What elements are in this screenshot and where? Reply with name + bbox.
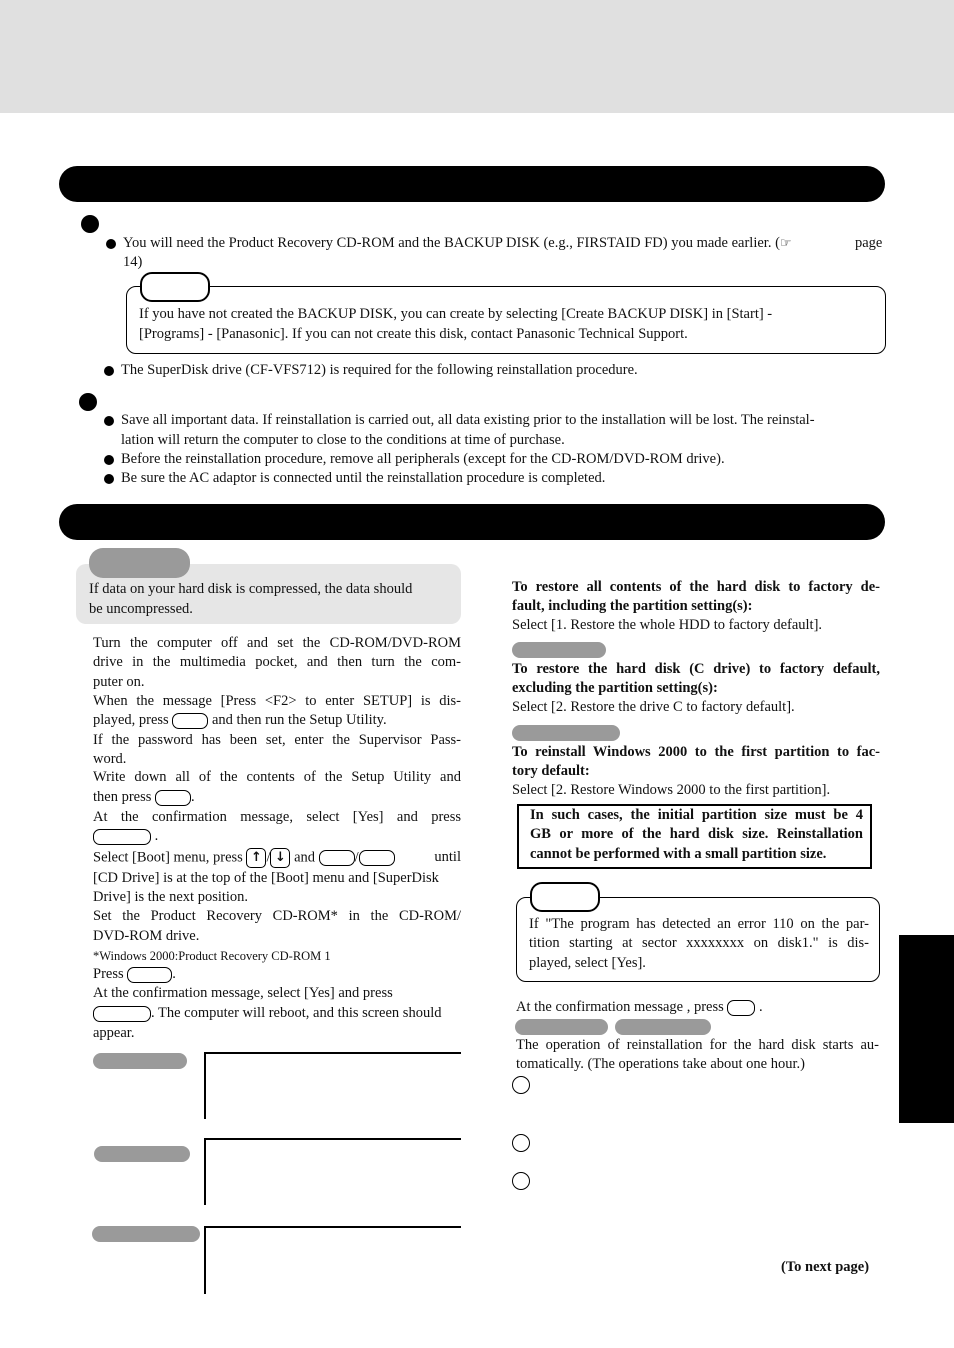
model-label-pill (94, 1146, 190, 1162)
step-circle-icon (512, 1076, 530, 1094)
prep-bullet1-line2: 14) (123, 254, 143, 270)
confirm-line (516, 998, 763, 1018)
y-key (727, 1000, 755, 1016)
step4-text: then press (93, 789, 152, 805)
step1-line3: puter on. (93, 674, 145, 690)
model-label-pill (93, 1053, 187, 1069)
step6-line2: [CD Drive] is at the top of the [Boot] menu and [SuperDisk (93, 870, 439, 886)
step-circle-icon (512, 1134, 530, 1152)
note-line2: [Programs] - [Panasonic]. If you can not create this disk, contact Panasonic Technical Support. (139, 326, 688, 342)
warning-line3: cannot be performed with a small partition size. (530, 846, 827, 862)
model-label-pill (515, 1019, 608, 1035)
option3-heading-line2: tory default: (512, 763, 590, 779)
step3-line2: word. (93, 751, 127, 767)
screen-frame-left (204, 1052, 206, 1119)
section-bar-reinstall (59, 504, 885, 540)
step-circle-icon (512, 1172, 530, 1190)
caution-tab (89, 548, 190, 578)
screen-frame-top (204, 1226, 461, 1228)
screen-frame-left (204, 1138, 206, 1205)
step3-line1: If the password has been set, enter the Supervisor Pass- (93, 732, 461, 748)
step4-line2 (93, 788, 195, 808)
note-right-line2: tition starting at sector xxxxxxxx on disk1." is dis- (529, 935, 869, 951)
until-text: until (434, 849, 461, 865)
step4-line1: Write down all of the contents of the Setup Utility and (93, 769, 461, 785)
f2-key (172, 713, 208, 729)
important-line1: Save all important data. If reinstallation is carried out, all data existing prior to the installation will be lost. The reinstal- (121, 412, 815, 428)
slash: / (354, 849, 359, 866)
note-right-line3: played, select [Yes]. (529, 955, 646, 971)
option3-select: Select [2. Restore Windows 2000 to the first partition]. (512, 782, 831, 798)
heading-bullet (79, 393, 97, 411)
step1-line2: drive in the multimedia pocket, and then turn the com- (93, 654, 461, 670)
period: . (759, 999, 763, 1015)
option2-heading-line1: To restore the hard disk (C drive) to factory default, (512, 661, 880, 677)
period: . (154, 828, 159, 844)
step6-line3: Drive] is the next position. (93, 889, 249, 905)
bullet (104, 474, 114, 484)
header-band (0, 0, 954, 113)
screen-frame-left (204, 1226, 206, 1294)
heading-bullet (81, 215, 99, 233)
step9-line2 (93, 1004, 441, 1024)
f6-key (359, 850, 395, 866)
prep-bullet2: The SuperDisk drive (CF-VFS712) is required for the following reinstallation procedure. (121, 362, 638, 378)
down-arrow-key-icon: ↓ (270, 848, 290, 868)
step9-line3: appear. (93, 1025, 135, 1041)
option3-heading-line1: To reinstall Windows 2000 to the first partition to fac- (512, 744, 880, 760)
up-arrow-key-icon: ↑ (246, 848, 266, 868)
confirm-text: At the confirmation message , press (516, 999, 724, 1015)
option-label-pill (512, 725, 620, 741)
important-line2: lation will return the computer to close to the conditions at time of purchase. (121, 432, 565, 448)
screen-frame-top (204, 1138, 461, 1140)
option2-select: Select [2. Restore the drive C to factory default]. (512, 699, 795, 715)
note-line1: If you have not created the BACKUP DISK, you can create by selecting [Create BACKUP DISK] in [Start] - (139, 306, 773, 322)
f10-key (127, 967, 172, 983)
step2-line1: When the message [Press <F2> to enter SETUP] is dis- (93, 693, 461, 709)
prep-bullet1-text: You will need the Product Recovery CD-ROM and the BACKUP DISK (e.g., FIRSTAID FD) you made earlier. ( (123, 235, 780, 251)
option1-heading-line2: fault, including the partition setting(s): (512, 598, 753, 614)
step6-line1 (93, 848, 461, 868)
bullet (106, 239, 116, 249)
important-line4: Be sure the AC adaptor is connected until the reinstallation procedure is completed. (121, 470, 606, 486)
bullet (104, 416, 114, 426)
screen-frame-top (204, 1052, 461, 1054)
model-label-pill (615, 1019, 711, 1035)
option1-heading-line1: To restore all contents of the hard disk to factory de- (512, 579, 880, 595)
period: . (172, 966, 176, 982)
bullet (104, 366, 114, 376)
option-label-pill (512, 642, 606, 658)
caution-line1: If data on your hard disk is compressed, the data should (89, 581, 413, 597)
section-bar-preparation (59, 166, 885, 202)
prep-bullet1-line1 (123, 234, 792, 254)
step6-text: Select [Boot] menu, press (93, 849, 243, 866)
side-tab (899, 935, 954, 1123)
model-label-pill (92, 1226, 200, 1242)
step9-line1: At the confirmation message, select [Yes] and press (93, 985, 393, 1001)
operation-line2: tomatically. (The operations take about one hour.) (516, 1056, 805, 1072)
operation-line1: The operation of reinstallation for the hard disk starts au- (516, 1037, 879, 1053)
option2-heading-line2: excluding the partition setting(s): (512, 680, 718, 696)
step7-line1: Set the Product Recovery CD-ROM* in the CD-ROM/ (93, 908, 461, 924)
warning-line1: In such cases, the initial partition size must be 4 (530, 807, 863, 823)
slash: / (266, 849, 271, 866)
step5-line2 (93, 827, 158, 847)
period: . (191, 789, 195, 805)
enter-key (93, 1006, 151, 1022)
next-page-label: (To next page) (781, 1259, 870, 1275)
step2-line2 (93, 711, 387, 731)
step2-text-b: and then run the Setup Utility. (211, 712, 387, 728)
step2-text-a: played, press (93, 712, 169, 728)
f5-key (319, 850, 355, 866)
f9-key (155, 790, 191, 806)
caution-line2: be uncompressed. (89, 601, 193, 617)
note-right-line1: If "The program has detected an error 110 on the par- (529, 916, 869, 932)
step8-text: Press (93, 966, 124, 982)
step5-line1: At the confirmation message, select [Yes] and press (93, 809, 461, 825)
step9-text: . The computer will reboot, and this screen should (151, 1005, 442, 1021)
and-text: and (294, 849, 316, 866)
option1-select: Select [1. Restore the whole HDD to factory default]. (512, 617, 823, 633)
enter-key (93, 829, 151, 845)
step7-footnote: *Windows 2000:Product Recovery CD-ROM 1 (93, 949, 331, 963)
step1-line1: Turn the computer off and set the CD-ROM/DVD-ROM (93, 635, 461, 651)
step8-line (93, 965, 176, 985)
warning-line2: GB or more of the hard disk size. Reinstallation (530, 826, 863, 842)
page-ref-label: page (855, 235, 883, 251)
hand-pointer-icon: ☞ (779, 236, 792, 251)
note-tab (140, 272, 210, 302)
bullet (104, 455, 114, 465)
note-tab (530, 882, 600, 912)
important-line3: Before the reinstallation procedure, remove all peripherals (except for the CD-ROM/DVD-ROM drive). (121, 451, 725, 467)
step7-line2: DVD-ROM drive. (93, 928, 200, 944)
